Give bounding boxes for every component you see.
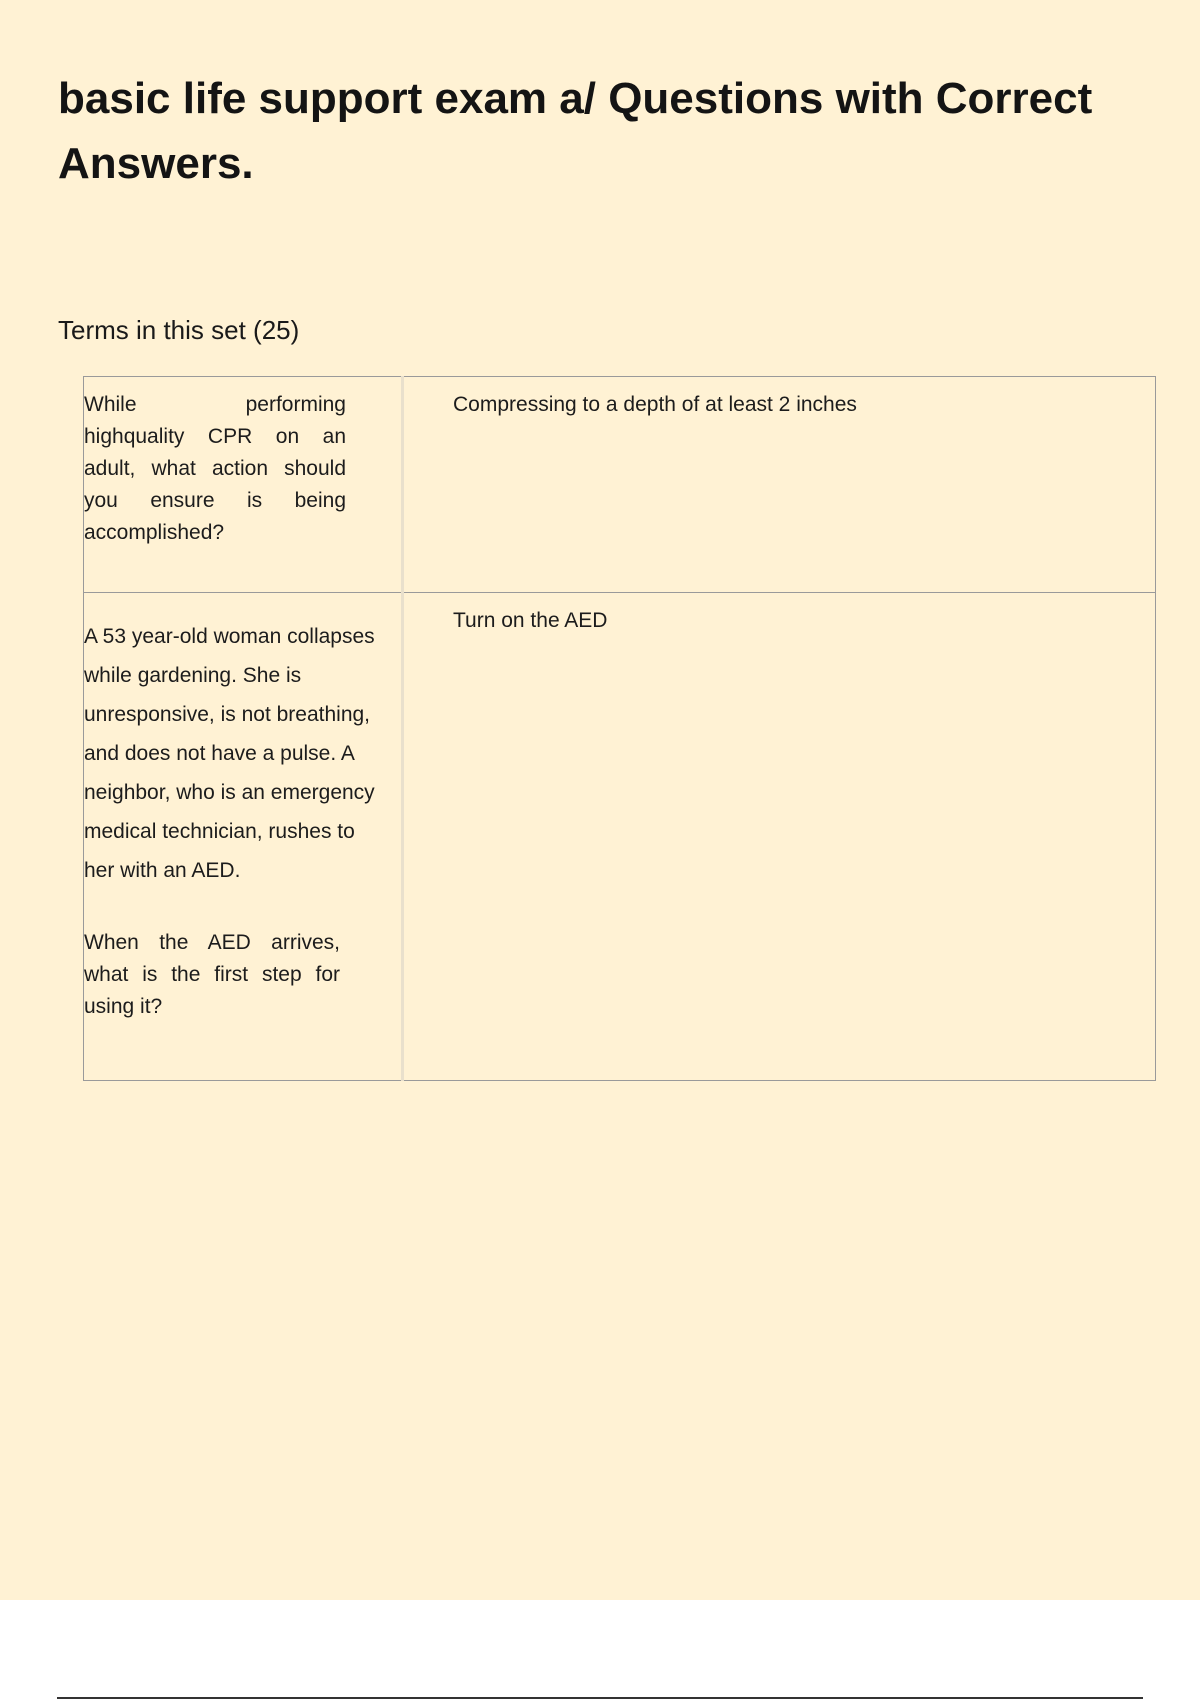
question-scenario-text: A 53 year-old woman collapses while gardening. She is unresponsive, is not breathing, and does not have a pulse. A neighbor, who is an emergency medical technician, rushes to her with an AED. <box>84 625 375 882</box>
answer-text: Compressing to a depth of at least 2 inches <box>453 393 857 416</box>
question-text: When the AED arrives, what is the first step for using it? <box>84 931 340 1018</box>
document-title: basic life support exam a/ Questions with Correct Answers. <box>58 74 1093 188</box>
answer-cell <box>403 377 1156 593</box>
answer-cell <box>403 593 1156 1081</box>
question-cell <box>84 377 403 593</box>
table-row <box>84 377 1156 593</box>
question-text: While performing highquality CPR on an adult, what action should you ensure is being accomplished? <box>84 393 346 544</box>
question-cell <box>84 593 403 1081</box>
terms-table <box>83 376 1156 1081</box>
terms-set-heading: Terms in this set (25) <box>58 315 300 345</box>
table-row <box>84 593 1156 1081</box>
answer-text: Turn on the AED <box>453 609 608 632</box>
footer-divider <box>57 1697 1143 1699</box>
